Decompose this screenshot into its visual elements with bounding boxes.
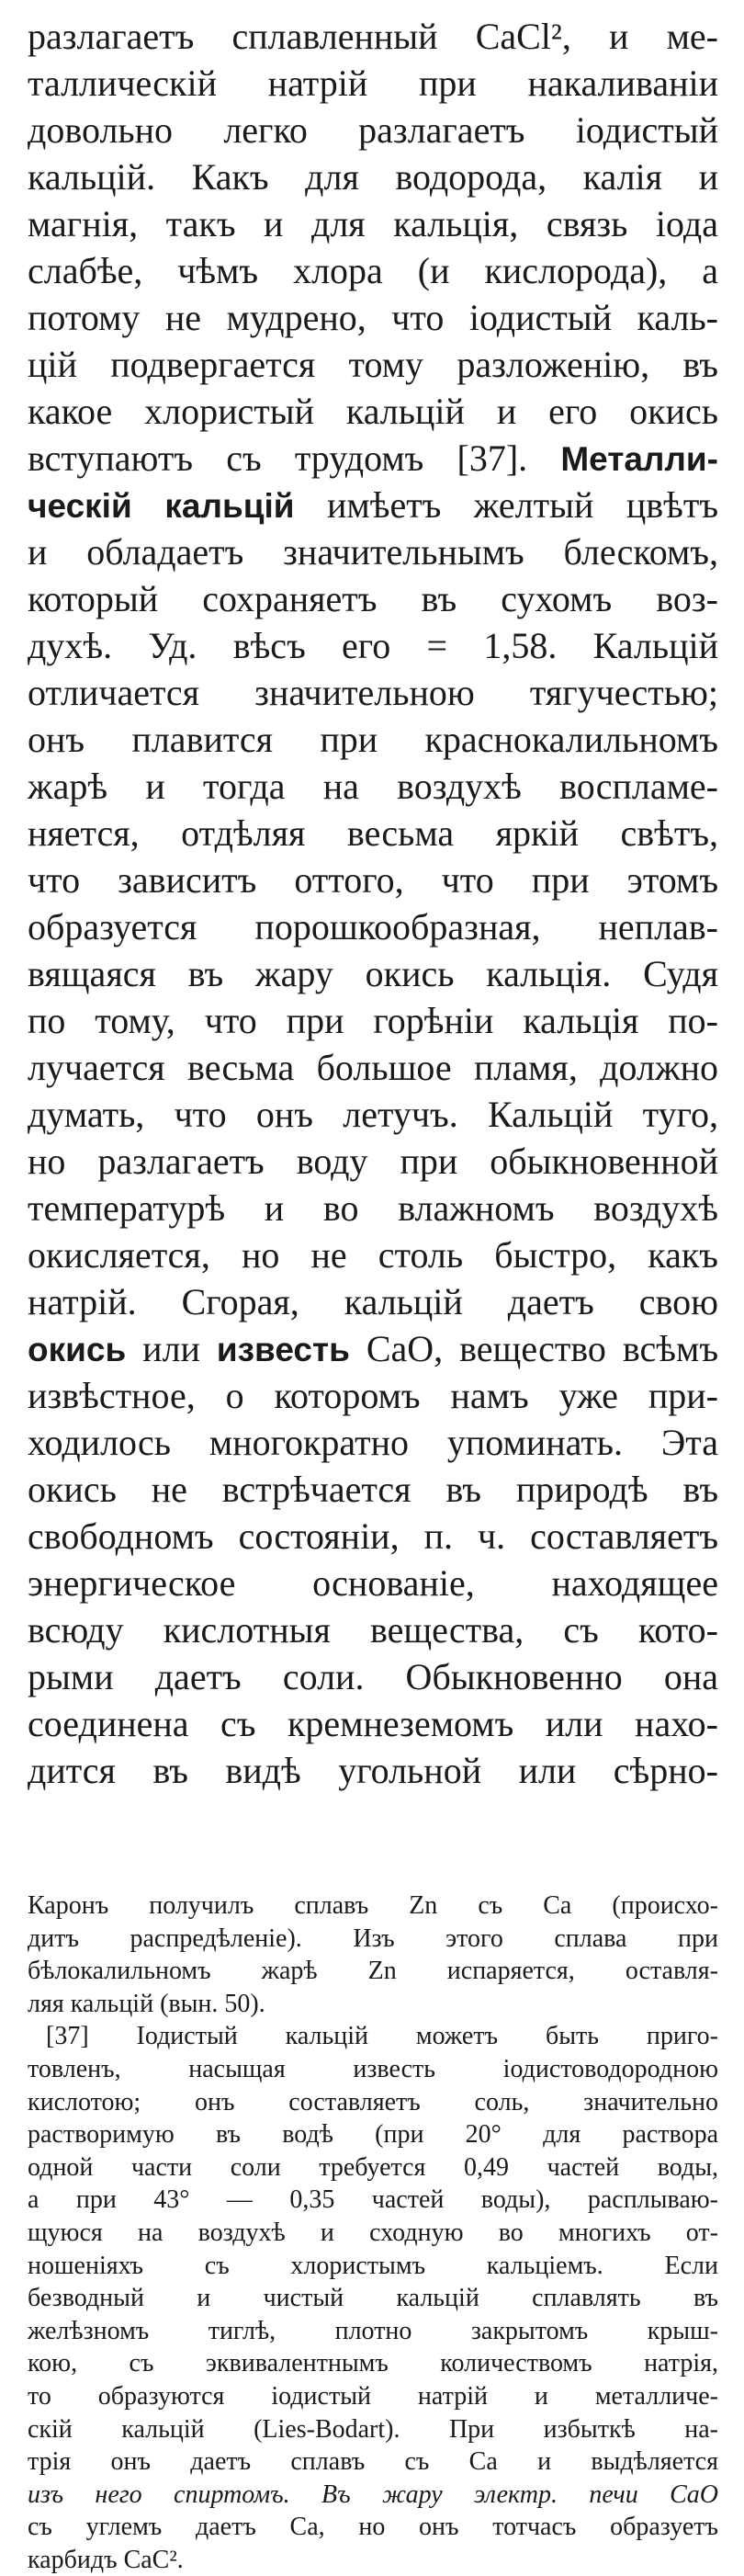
text-line: ходилось многократно упоминать. Эта <box>28 1422 718 1463</box>
text-line: всюду кислотныя вещества, съ кото- <box>28 1609 718 1651</box>
text-line: кальцій. Какъ для водорода, калія и <box>28 156 718 198</box>
footnote-line: ношеніяхъ съ хлористымъ кальціемъ. Если <box>28 2251 718 2280</box>
footnote-line: растворимую въ водѣ (при 20° для раствора <box>28 2120 718 2150</box>
bold-term-oxide: окись <box>28 1331 127 1368</box>
footnote-line: скій кальцій (Lies-Bodart). При избыткѣ на- <box>28 2414 718 2444</box>
bold-term-calcium: ческій кальцій <box>28 487 295 525</box>
text-line: цій подвергается тому разложенію, въ <box>28 344 718 385</box>
text-fragment: или <box>142 1328 200 1369</box>
footnote-37-start: [37] Іодистый кальцій можетъ быть приго- <box>46 2022 718 2051</box>
text-line: что зависитъ оттого, что при этомъ <box>28 859 718 901</box>
text-fragment: CaO, вещество всѣмъ <box>366 1328 718 1369</box>
footnote-line: съ углемъ даетъ Ca, но онъ тотчасъ образуетъ <box>28 2513 718 2542</box>
footnote-line: товленъ, насыщая известь іодистоводородною <box>28 2054 718 2083</box>
text-line: натрій. Сгорая, кальцій даетъ свою <box>28 1281 718 1322</box>
text-line: таллическій натрій при накаливаніи <box>28 62 718 104</box>
text-line: соединена съ кремнеземомъ или нахо- <box>28 1703 718 1744</box>
text-line: няется, отдѣляя весьма яркій свѣтъ, <box>28 812 718 854</box>
text-fragment: вступаютъ съ трудомъ [37]. <box>28 437 528 479</box>
footnote-line: то образуются іодистый натрій и металличе- <box>28 2381 718 2411</box>
text-line: образуется порошкообразная, неплав- <box>28 906 718 948</box>
text-line: какое хлористый кальцій и его окись <box>28 391 718 432</box>
footnote-line: безводный и чистый кальцій сплавлять въ <box>28 2284 718 2313</box>
footnote-line: бѣлокалильномъ жарѣ Zn испаряется, оставля- <box>28 1957 718 1986</box>
footnote-line: ляя кальцій (вын. 50). <box>28 1989 265 2018</box>
footnote-line: кислотою; онъ составляетъ соль, значительно <box>28 2087 718 2116</box>
footnote-line: а при 43° — 0,35 частей воды), расплываю- <box>28 2185 718 2215</box>
text-line: свободномъ состояніи, п. ч. составляетъ <box>28 1515 718 1557</box>
text-fragment: имѣетъ желтый цвѣтъ <box>327 484 718 526</box>
text-line: думать, что онъ летучъ. Кальцій туго, <box>28 1094 718 1135</box>
footnote-line: одной части соли требуется 0,49 частей воды, <box>28 2152 718 2182</box>
text-line: довольно легко разлагаетъ іодистый <box>28 109 718 151</box>
text-line: дится въ видѣ угольной или сѣрно- <box>28 1750 718 1791</box>
text-line: слабѣе, чѣмъ хлора (и кислорода), а <box>28 250 718 291</box>
text-line-with-heading <box>28 482 718 528</box>
text-line: окись не встрѣчается въ природѣ въ <box>28 1469 718 1510</box>
footnote-line: желѣзномъ тиглѣ, плотно закрытомъ крыш- <box>28 2316 718 2345</box>
footnote-line: трія онъ даетъ сплавъ съ Ca и выдѣляется <box>28 2447 718 2477</box>
footnote-line: Каронъ получилъ сплавъ Zn съ Ca (происхо- <box>28 1891 718 1920</box>
bold-term-lime: известь <box>216 1331 350 1368</box>
text-line: но разлагаетъ воду при обыкновенной <box>28 1140 718 1182</box>
text-line: разлагаетъ сплавленный CaCl², и ме- <box>28 16 718 57</box>
text-line: извѣстное, о которомъ намъ уже при- <box>28 1375 718 1416</box>
text-line: жарѣ и тогда на воздухѣ воспламе- <box>28 766 718 807</box>
text-line-with-terms <box>28 1325 718 1372</box>
text-line: энергическое основаніе, находящее <box>28 1562 718 1604</box>
text-line: и обладаетъ значительнымъ блескомъ, <box>28 531 718 573</box>
text-line: вящаяся въ жару окись кальція. Судя <box>28 953 718 994</box>
text-line: по тому, что при горѣніи кальція по- <box>28 1000 718 1041</box>
text-line: лучается весьма большое пламя, должно <box>28 1047 718 1088</box>
text-line: отличается значительною тягучестью; <box>28 672 718 713</box>
text-line: потому не мудрено, что іодистый каль- <box>28 297 718 338</box>
footnote-line: карбидъ CaC². <box>28 2545 184 2574</box>
text-line: рыми даетъ соли. Обыкновенно она <box>28 1656 718 1697</box>
text-line: температурѣ и во влажномъ воздухѣ <box>28 1187 718 1229</box>
text-line: онъ плавится при краснокалильномъ <box>28 719 718 760</box>
text-line-with-heading <box>28 435 718 482</box>
text-line: духѣ. Уд. вѣсъ его = 1,58. Кальцій <box>28 625 718 666</box>
text-line: окисляется, но не столь быстро, какъ <box>28 1234 718 1276</box>
text-line: который сохраняетъ въ сухомъ воз- <box>28 578 718 619</box>
footnote-line: кою, съ эквивалентнымъ количествомъ натрія, <box>28 2349 718 2378</box>
bold-term-metallic: Металли- <box>560 440 718 478</box>
footnotes-block <box>28 1889 718 2576</box>
footnote-line: изъ него спиртомъ. Въ жару электр. печи CaO <box>28 2480 718 2509</box>
text-line: магнія, такъ и для кальція, связь іода <box>28 203 718 244</box>
footnote-line: дитъ распредѣленіе). Изъ этого сплава при <box>28 1923 718 1953</box>
main-text-block <box>28 13 718 1794</box>
footnote-line: щуюся на воздухѣ и сходную во многихъ от- <box>28 2218 718 2247</box>
